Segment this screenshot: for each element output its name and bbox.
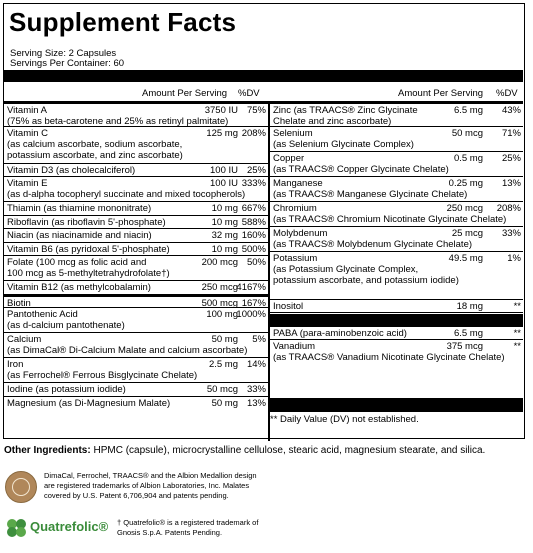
nutrient-dv: **	[513, 300, 521, 312]
nutrient-amount: 50 mcg	[206, 384, 238, 395]
nutrient-amount: 0.25 mg	[448, 178, 483, 189]
nutrient-name: Niacin (as niacinamide and niacin)	[7, 230, 152, 241]
other-ingredients	[4, 445, 485, 456]
nutrient-name: Molybdenum (as TRAACS® Molybdenum Glycinate Chelate)	[273, 228, 473, 250]
nutrient-dv: 13%	[246, 397, 266, 409]
supplement-facts-panel	[3, 3, 525, 439]
right-row	[270, 226, 523, 251]
nutrient-dv: **	[513, 327, 521, 339]
quatrefolic-logo: Quatrefolic®	[30, 519, 109, 534]
nutrient-amount: 10 mg	[211, 243, 238, 255]
nutrient-name: Vitamin E (as d-alpha tocopheryl succinate and mixed tocopherols)	[7, 178, 246, 200]
nutrient-dv: 588%	[241, 216, 266, 228]
nutrient-dv: 5%	[252, 334, 266, 345]
left-row	[4, 242, 268, 256]
nutrient-amount: 100 IU	[210, 178, 238, 189]
right-row	[270, 201, 523, 226]
nutrient-name: Riboflavin (as riboflavin 5'-phosphate)	[7, 216, 166, 228]
nutrient-name: Copper (as TRAACS® Copper Glycinate Chelate)	[273, 153, 449, 175]
nutrient-amount: 200 mcg	[201, 257, 238, 268]
nutrient-amount: 250 mcg	[446, 203, 483, 214]
right-bottom-bar	[268, 398, 523, 412]
nutrient-amount: 10 mg	[211, 216, 238, 228]
right-row	[270, 126, 523, 151]
left-row	[4, 307, 268, 332]
other-ingredients-text: HPMC (capsule), microcrystalline cellulose, stearic acid, magnesium stearate, and silica.	[93, 445, 486, 456]
nutrient-amount: 6.5 mg	[453, 327, 483, 339]
left-row	[4, 294, 268, 308]
nutrient-name: Potassium (as Potassium Glycinate Complex, potassium ascorbate, and potassium iodide)	[273, 253, 459, 286]
header-bar	[4, 70, 523, 82]
nutrient-name: Vanadium (as TRAACS® Vanadium Nicotinate Glycinate Chelate)	[273, 341, 505, 363]
nutrient-dv: 167%	[241, 297, 266, 309]
nutrient-dv: 33%	[246, 384, 266, 395]
left-row	[4, 126, 268, 163]
nutrient-name: Vitamin C (as calcium ascorbate, sodium ascorbate, potassium ascorbate, and zinc ascorbate)	[7, 128, 183, 161]
nutrient-amount: 100 mg	[206, 309, 238, 320]
nutrient-dv: 13%	[501, 178, 521, 189]
nutrient-dv: 667%	[241, 203, 266, 214]
nutrient-amount: 25 mcg	[451, 228, 483, 239]
nutrient-dv: 208%	[496, 203, 521, 214]
nutrient-dv: 25%	[501, 153, 521, 164]
nutrient-amount: 50 mg	[211, 397, 238, 409]
nutrient-dv: 43%	[501, 105, 521, 116]
left-row	[4, 396, 268, 410]
nutrient-amount: 125 mg	[206, 128, 238, 139]
left-row	[4, 332, 268, 357]
nutrient-amount: 500 mcg	[201, 297, 238, 309]
right-separator-bar	[268, 314, 523, 326]
left-row	[4, 163, 268, 177]
nutrient-amount: 50 mg	[211, 334, 238, 345]
nutrient-name: Manganese (as TRAACS® Manganese Glycinate Chelate)	[273, 178, 468, 200]
right-row	[270, 251, 523, 288]
nutrient-name: PABA (para-aminobenzoic acid)	[273, 327, 407, 339]
nutrient-amount: 49.5 mg	[448, 253, 483, 264]
nutrient-dv: 25%	[246, 164, 266, 176]
nutrient-amount: 32 mg	[211, 230, 238, 241]
nutrient-name: Vitamin D3 (as cholecalciferol)	[7, 164, 136, 176]
nutrient-dv: 71%	[501, 128, 521, 139]
nutrient-name: Iron (as Ferrochel® Ferrous Bisglycinate Chelate)	[7, 359, 198, 381]
left-amount-header: Amount Per Serving	[142, 88, 228, 99]
nutrient-name: Pantothenic Acid (as d-calcium pantothenate)	[7, 309, 125, 331]
albion-trademark-note: DimaCal, Ferrochel, TRAACS® and the Albion Medallion design are registered trademarks of Albion Laboratories, Inc. Malates covered by U.S. Patent 6,706,904 and patents pending.	[44, 471, 257, 500]
left-row	[4, 382, 268, 396]
nutrient-name: Vitamin B12 (as methylcobalamin)	[7, 282, 151, 293]
nutrient-dv: 14%	[246, 359, 266, 370]
nutrient-name: Selenium (as Selenium Glycinate Complex)	[273, 128, 414, 150]
nutrient-name: Chromium (as TRAACS® Chromium Nicotinate Glycinate Chelate)	[273, 203, 507, 225]
nutrient-dv: 33%	[501, 228, 521, 239]
nutrient-name: Vitamin B6 (as pyridoxal 5'-phosphate)	[7, 243, 170, 255]
nutrient-name: Calcium (as DimaCal® Di-Calcium Malate and calcium ascorbate)	[7, 334, 248, 356]
nutrient-amount: 10 mg	[211, 203, 238, 214]
nutrient-dv: 500%	[241, 243, 266, 255]
nutrient-amount: 375 mcg	[446, 341, 483, 352]
nutrient-name: Biotin	[7, 297, 31, 309]
nutrient-dv: 4167%	[236, 282, 266, 293]
nutrient-dv: **	[513, 341, 521, 352]
left-row	[4, 228, 268, 242]
left-dv-header: %DV	[238, 88, 260, 99]
right-row	[270, 101, 523, 126]
nutrient-amount: 6.5 mg	[453, 105, 483, 116]
panel-title: Supplement Facts	[9, 7, 237, 37]
right-row	[270, 326, 523, 340]
quatrefolic-trademark-note: † Quatrefolic® is a registered trademark of Gnosis S.p.A. Patents Pending.	[117, 518, 259, 537]
left-row	[4, 201, 268, 215]
nutrient-name: Magnesium (as Di-Magnesium Malate)	[7, 397, 171, 409]
right-row	[270, 151, 523, 176]
nutrient-dv: 160%	[241, 230, 266, 241]
right-amount-header: Amount Per Serving	[398, 88, 484, 99]
nutrient-amount: 2.5 mg	[208, 359, 238, 370]
quatrefolic-leaf-icon	[4, 517, 30, 539]
right-row	[270, 339, 523, 364]
left-row	[4, 255, 268, 280]
nutrient-amount: 250 mcg	[201, 282, 238, 293]
nutrient-dv: 1%	[507, 253, 521, 264]
nutrient-amount: 3750 IU	[204, 105, 238, 116]
nutrient-name: Vitamin A (75% as beta-carotene and 25% as retinyl palmitate)	[7, 105, 229, 127]
right-dv-header: %DV	[496, 88, 518, 99]
nutrient-dv: 208%	[241, 128, 266, 139]
nutrient-amount: 18 mg	[456, 300, 483, 312]
nutrient-name: Folate (100 mcg as folic acid and 100 mcg as 5-methyltetrahydrofolate†)	[7, 257, 170, 279]
serving-size: Serving Size: 2 Capsules	[10, 48, 117, 59]
dv-footnote: ** Daily Value (DV) not established.	[270, 414, 419, 425]
nutrient-amount: 0.5 mg	[453, 153, 483, 164]
nutrient-name: Zinc (as TRAACS® Zinc Glycinate Chelate and zinc ascorbate)	[273, 105, 418, 127]
right-row	[270, 299, 523, 313]
nutrient-name: Iodine (as potassium iodide)	[7, 384, 126, 395]
servings-per-container: Servings Per Container: 60	[10, 58, 125, 69]
nutrient-amount: 100 IU	[210, 164, 238, 176]
other-ingredients-label: Other Ingredients:	[4, 445, 91, 456]
left-row	[4, 101, 268, 126]
right-row	[270, 176, 523, 201]
left-row	[4, 215, 268, 229]
left-row	[4, 357, 268, 382]
nutrient-dv: 75%	[246, 105, 266, 116]
left-row	[4, 176, 268, 201]
nutrient-amount: 50 mcg	[451, 128, 483, 139]
nutrient-dv: 1000%	[236, 309, 266, 320]
nutrient-dv: 50%	[246, 257, 266, 268]
nutrient-name: Thiamin (as thiamine mononitrate)	[7, 203, 152, 214]
albion-seal-icon	[5, 471, 37, 503]
left-row	[4, 280, 268, 294]
nutrient-name: Inositol	[273, 300, 304, 312]
nutrient-dv: 333%	[241, 178, 266, 189]
